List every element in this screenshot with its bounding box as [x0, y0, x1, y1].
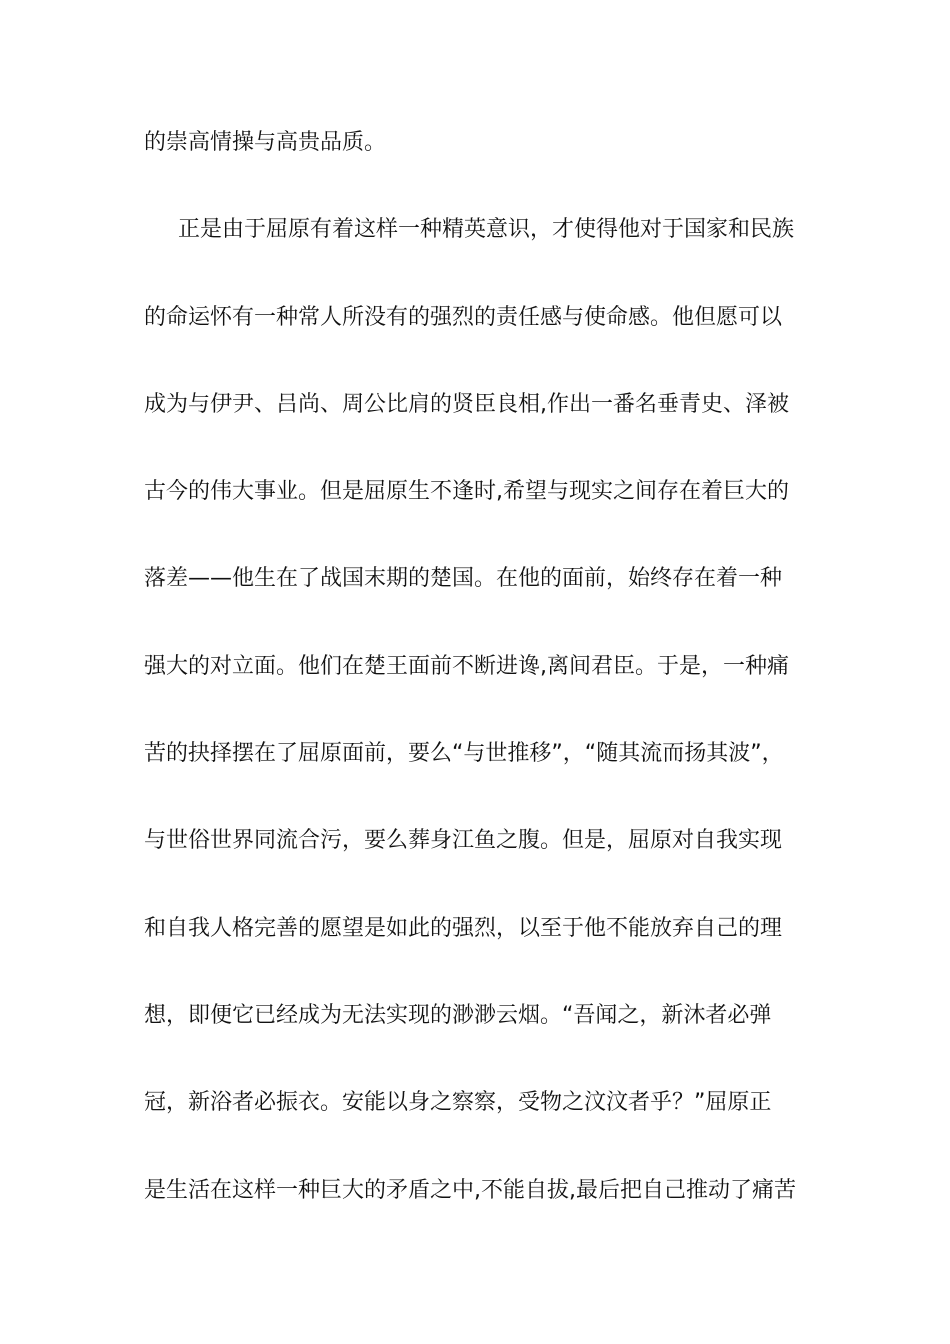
- text-line: 苦的抉择摆在了屈原面前，要么“与世推移”，“随其流而扬其波”，: [144, 741, 784, 767]
- body-text: [144, 132, 824, 1267]
- text-line: 古今的伟大事业。但是屈原生不逢时,希望与现实之间存在着巨大的: [144, 479, 789, 505]
- text-line: 与世俗世界同流合污，要么葬身江鱼之腹。但是，屈原对自我实现: [144, 828, 783, 854]
- text-line: 的命运怀有一种常人所没有的强烈的责任感与使命感。他但愿可以: [144, 304, 783, 330]
- text-line: 冠，新浴者必振衣。安能以身之察察，受物之汶汶者乎？”屈原正: [144, 1090, 772, 1116]
- text-line: 想，即便它已经成为无法实现的渺渺云烟。“吾闻之，新沐者必弹: [144, 1002, 772, 1028]
- text-line: 和自我人格完善的愿望是如此的强烈，以至于他不能放弃自己的理: [144, 915, 783, 941]
- text-line: 的崇高情操与高贵品质。: [144, 130, 387, 155]
- text-line: 落差——他生在了战国末期的楚国。在他的面前，始终存在着一种: [144, 566, 783, 592]
- text-line: 是生活在这样一种巨大的矛盾之中,不能自拔,最后把自己推动了痛苦: [144, 1177, 796, 1203]
- text-line: 强大的对立面。他们在楚王面前不断进谗,离间君臣。于是，一种痛: [144, 653, 789, 679]
- paragraph-start-line: 正是由于屈原有着这样一种精英意识，才使得他对于国家和民族: [178, 217, 795, 243]
- text-line: 成为与伊尹、吕尚、周公比肩的贤臣良相,作出一番名垂青史、泽被: [144, 391, 789, 417]
